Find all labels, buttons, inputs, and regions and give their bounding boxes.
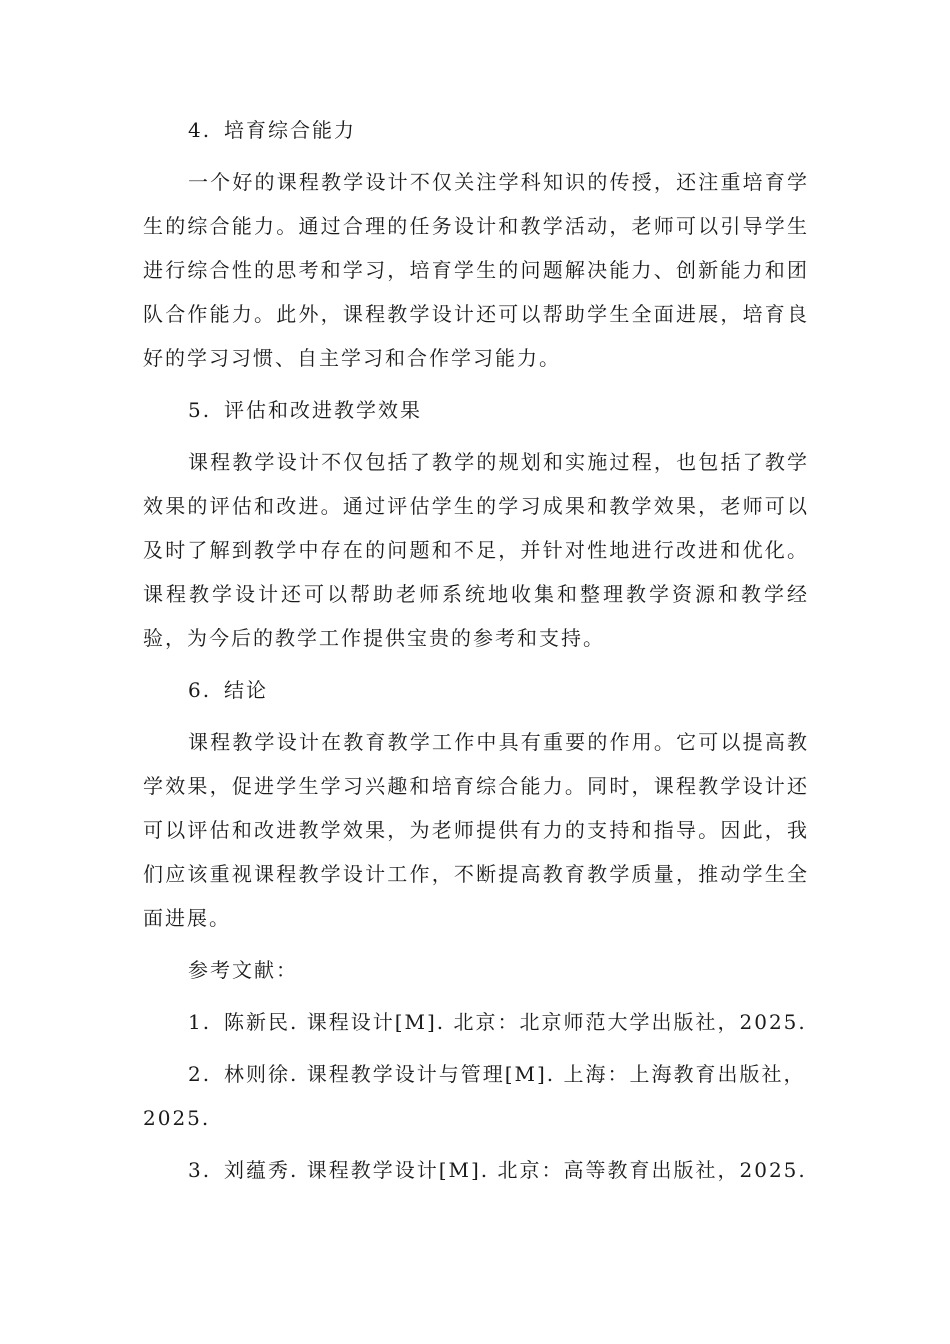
- reference-item-2: [143, 1052, 809, 1140]
- reference-text: 刘蕴秀. 课程教学设计[M]. 北京：高等教育出版社，2025.: [224, 1158, 807, 1182]
- references-title: 参考文献：: [188, 958, 298, 982]
- section-paragraph-5: 课程教学设计不仅包括了教学的规划和实施过程，也包括了教学效果的评估和改进。通过评估学生的学习成果和教学效果，老师可以及时了解到教学中存在的问题和不足，并针对性地进行改进和优化。课程教学设计还可以帮助老师系统地收集和整理教学资源和教学经验，为今后的教学工作提供宝贵的参考和支持。: [143, 450, 809, 650]
- reference-item-1: [143, 1000, 809, 1044]
- section-heading-5: [143, 388, 809, 432]
- reference-number: 1.: [188, 1010, 212, 1034]
- section-number: 5.: [188, 398, 212, 422]
- section-paragraph-4: 一个好的课程教学设计不仅关注学科知识的传授，还注重培育学生的综合能力。通过合理的任务设计和教学活动，老师可以引导学生进行综合性的思考和学习，培育学生的问题解决能力、创新能力和团队合作能力。此外，课程教学设计还可以帮助学生全面进展，培育良好的学习习惯、自主学习和合作学习能力。: [143, 170, 809, 370]
- section-heading-4: [143, 108, 809, 152]
- section-title: 培育综合能力: [224, 118, 356, 142]
- section-title: 评估和改进教学效果: [224, 398, 422, 422]
- section-number: 6.: [188, 678, 212, 702]
- reference-number: 2.: [188, 1062, 212, 1086]
- reference-text: 林则徐. 课程教学设计与管理[M]. 上海：上海教育出版社，2025.: [143, 1062, 806, 1130]
- reference-text: 陈新民. 课程设计[M]. 北京：北京师范大学出版社，2025.: [224, 1010, 807, 1034]
- section-title: 结论: [224, 678, 268, 702]
- reference-item-3: [143, 1148, 809, 1192]
- section-paragraph-6: 课程教学设计在教育教学工作中具有重要的作用。它可以提高教学效果，促进学生学习兴趣和培育综合能力。同时，课程教学设计还可以评估和改进教学效果，为老师提供有力的支持和指导。因此，我们应该重视课程教学设计工作，不断提高教育教学质量，推动学生全面进展。: [143, 730, 809, 930]
- reference-number: 3.: [188, 1158, 212, 1182]
- document-content: [143, 108, 809, 1192]
- section-heading-6: [143, 668, 809, 712]
- section-number: 4.: [188, 118, 212, 142]
